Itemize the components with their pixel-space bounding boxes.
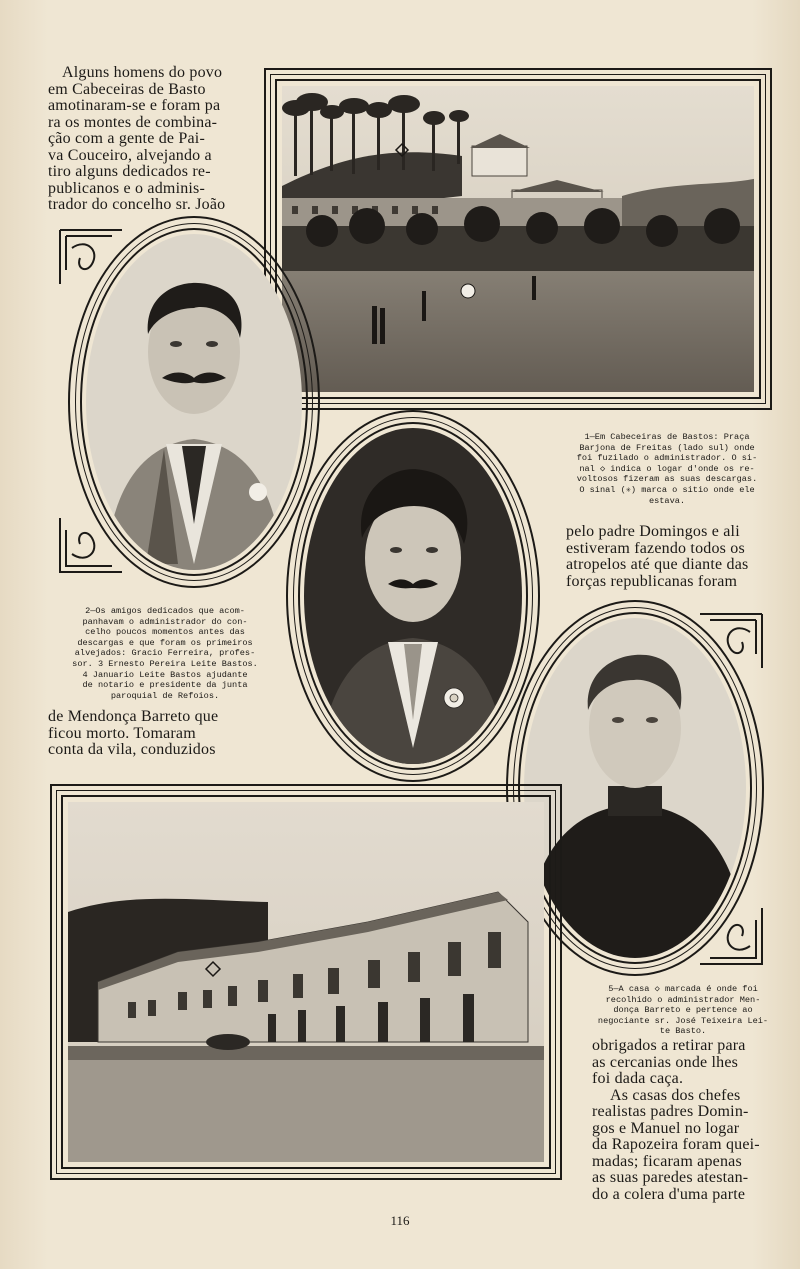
- text-line: forças republicanas foram: [566, 572, 738, 590]
- caption-line: negociante sr. José Teixeira Lei-: [597, 1015, 769, 1026]
- portrait-3-man-curly-hair: [304, 428, 522, 764]
- text-line: tiro alguns dedicados re-: [48, 163, 211, 180]
- intro-paragraph: [48, 65, 258, 214]
- portrait-2-man-mustache: [86, 234, 302, 570]
- photo-1-frame: [264, 68, 772, 410]
- photo-5-street-scene: [68, 802, 544, 1162]
- caption-line: celho poucos momentos antes das: [85, 627, 245, 638]
- text-line: va Couceiro, alvejando a: [48, 146, 212, 164]
- caption-1: [562, 432, 772, 506]
- text-line: da Rapozeira foram quei-: [592, 1136, 760, 1153]
- diamond-marker-icon: [206, 962, 220, 976]
- text-line: trador do concelho sr. João: [48, 196, 226, 213]
- page-number: 116: [390, 1213, 410, 1228]
- caption-line: alvejados: Gracio Ferreira, profes-: [74, 648, 256, 659]
- photo-1-square-scene: [282, 86, 754, 392]
- text-line: madas; ficaram apenas: [592, 1152, 742, 1170]
- text-line: estiveram fazendo todos os: [566, 539, 745, 557]
- text-line: gos e Manuel no logar: [592, 1119, 740, 1137]
- caption-line: de notario e presidente da junta: [82, 680, 248, 691]
- left-paragraph: [48, 709, 252, 759]
- photo-1-image: [282, 86, 754, 392]
- caption-line: recolhido o administrador Men-: [605, 994, 761, 1005]
- text-line: as suas paredes atestan-: [592, 1169, 749, 1186]
- caption-line: nal ◇ indica o logar d'onde os re-: [579, 463, 755, 474]
- text-line: as cercanias onde lhes: [592, 1053, 739, 1071]
- caption-line: 2—Os amigos dedicados que acom-: [85, 606, 245, 616]
- caption-line: foi fuzilado o administrador. O si-: [576, 453, 758, 464]
- right-paragraph: [592, 1038, 782, 1203]
- caption-line: voltosos fizeram as suas descargas.: [576, 474, 758, 485]
- caption-line: O sinal (✳) marca o sitio onde ele: [579, 484, 755, 495]
- text-line: em Cabeceiras de Basto: [48, 80, 206, 98]
- caption-line: te Basto.: [659, 1026, 707, 1037]
- text-line: de Mendonça Barreto que: [48, 708, 219, 725]
- caption-line: estava.: [648, 495, 686, 506]
- text-line: ção com a gente de Pai-: [48, 130, 205, 147]
- caption-line: 5—A casa ◇ marcada é onde foi: [608, 984, 758, 994]
- mid-paragraph: [566, 524, 778, 590]
- caption-line: donça Barreto e pertence ao: [613, 1005, 753, 1016]
- caption-line: Barjona de Freitas (lado sul) onde: [579, 442, 755, 453]
- text-line: amotinaram-se e foram pa: [48, 97, 221, 114]
- portrait-3-frame: [286, 410, 540, 782]
- photo-5-image: [68, 802, 544, 1162]
- text-line: do a colera d'uma parte: [592, 1185, 746, 1203]
- text-line: realistas padres Domin-: [592, 1103, 749, 1120]
- diamond-marker-icon: [396, 144, 408, 156]
- text-line: obrigados a retirar para: [592, 1037, 746, 1054]
- portrait-2-frame: [68, 216, 320, 588]
- text-line: As casas dos chefes: [610, 1086, 741, 1104]
- caption-line: 1—Em Cabeceiras de Bastos: Praça: [584, 432, 750, 442]
- text-line: ficou morto. Tomaram: [48, 724, 196, 742]
- caption-line: descargas e que foram os primeiros: [77, 637, 253, 648]
- caption-2: [50, 606, 280, 701]
- caption-line: 4 Januario Leite Bastos ajudante: [82, 669, 248, 680]
- caption-5: [590, 984, 776, 1037]
- caption-line: paroquial de Refoios.: [110, 690, 220, 701]
- photo-5-frame: [50, 784, 562, 1180]
- text-line: conta da vila, conduzidos: [48, 741, 216, 758]
- text-line: atropelos até que diante das: [566, 556, 749, 573]
- text-line: pelo padre Domingos e ali: [566, 523, 740, 540]
- text-line: Alguns homens do povo: [62, 64, 223, 81]
- text-line: ra os montes de combina-: [48, 113, 218, 131]
- text-line: foi dada caça.: [592, 1070, 684, 1087]
- caption-line: panhavam o administrador do con-: [82, 616, 248, 627]
- caption-line: sor. 3 Ernesto Pereira Leite Bastos.: [72, 658, 258, 669]
- text-line: publicanos e o adminis-: [48, 179, 206, 197]
